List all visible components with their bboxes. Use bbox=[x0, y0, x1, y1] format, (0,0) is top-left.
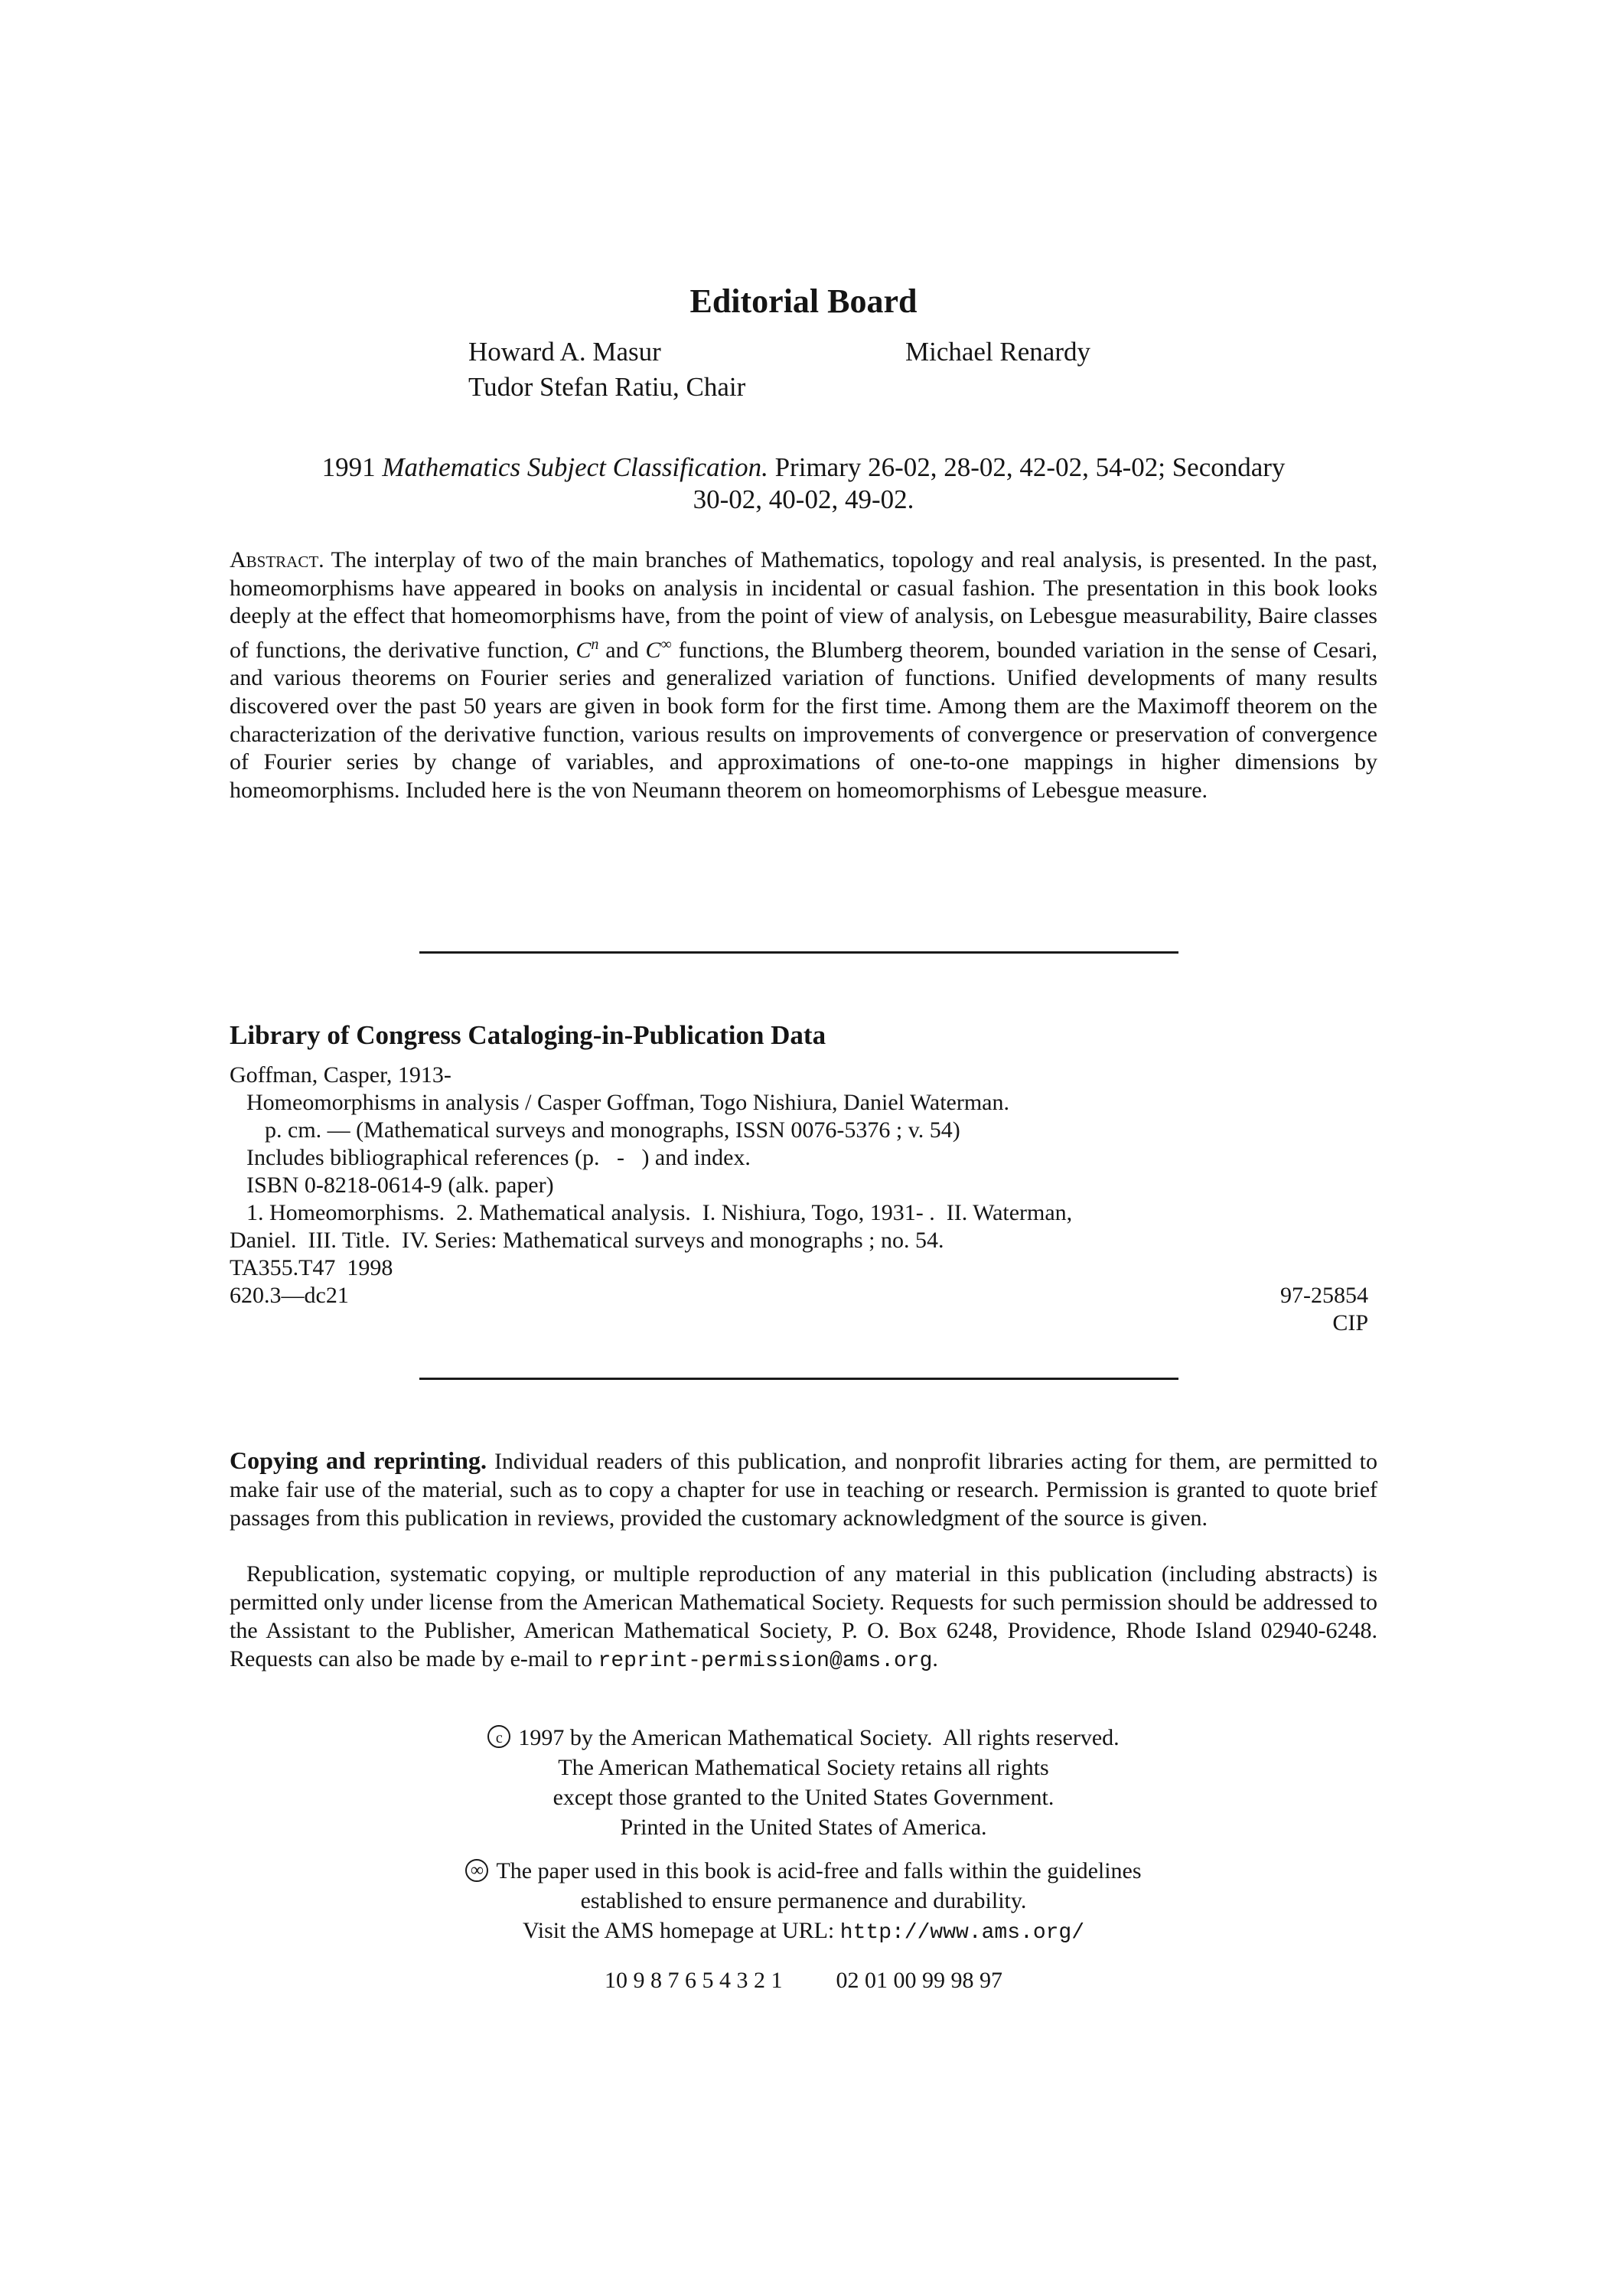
republication-paragraph bbox=[230, 1560, 1377, 1675]
copying-heading: Copying and reprinting. bbox=[230, 1446, 487, 1474]
homepage-line bbox=[0, 1918, 1607, 1945]
homepage-label: Visit the AMS homepage at URL: bbox=[522, 1918, 835, 1943]
math-sup-n: n bbox=[591, 635, 599, 653]
printing-numbers: 10 9 8 7 6 5 4 3 2 1 bbox=[605, 1968, 783, 1993]
msc-year: 1991 bbox=[321, 452, 376, 482]
abstract-text-continued: functions, the Blumberg theorem, bounded variation in the sense of Cesari, and various theorems on Fourier series and generalized variation of functions. Unified developments of many results discovered over the past 50 years are given in book form for the first time. Among them are the Maximoff theorem on the characterization of the derivative function, various results on improvements of convergence or preservation of convergence of Fourier series by change of variables, and approximations of one-to-one mappings in higher dimensions by homeomorphisms. Included here is the von Neumann theorem on homeomorphisms of Lebesgue measure. bbox=[230, 637, 1378, 803]
homepage-url[interactable]: http://www.ams.org/ bbox=[839, 1921, 1085, 1945]
cip-call-number: TA355.T47 1998 bbox=[230, 1255, 393, 1280]
divider bbox=[419, 1378, 1178, 1380]
editorial-board-title: Editorial Board bbox=[689, 282, 918, 320]
cip-line: p. cm. — (Mathematical surveys and monographs, ISSN 0076-5376 ; v. 54) bbox=[265, 1117, 960, 1143]
cip-lccn: 97-25854 bbox=[1280, 1283, 1368, 1308]
board-member: Michael Renardy bbox=[905, 337, 1090, 367]
abstract-and: and bbox=[605, 637, 639, 663]
msc-label: Mathematics Subject Classification. bbox=[382, 452, 768, 482]
abstract-text: The interplay of two of the main branches of Mathematics, topology and real analysis, is presented. In the past, homeomorphisms have appeared in books on analysis in incidental or casual fashion. The presentation in this book looks deeply at the effect that homeomorphisms have, from the point of view of analysis, on Lebesgue measurability, Baire classes of functions, the derivative function, bbox=[230, 547, 1377, 663]
cip-author: Goffman, Casper, 1913- bbox=[230, 1062, 451, 1088]
cip-subjects: 1. Homeomorphisms. 2. Mathematical analysis. I. Nishiura, Togo, 1931- . II. Waterman, bbox=[246, 1200, 1073, 1225]
cip-line: ISBN 0-8218-0614-9 (alk. paper) bbox=[246, 1172, 554, 1198]
math-c: C bbox=[575, 637, 592, 663]
copying-text: Individual readers of this publication, and nonprofit libraries acting for them, are permitted to make fair use of the material, such as to copy a chapter for use in teaching or research. Permission is granted to quote brief passages from this publication in reviews, provided the customary acknowledgment of the source is given. bbox=[230, 1449, 1378, 1531]
durability-line: established to ensure permanence and durability. bbox=[580, 1888, 1027, 1913]
copyright-icon: c bbox=[487, 1725, 510, 1748]
copying-paragraph bbox=[230, 1446, 1377, 1532]
cip-title: Library of Congress Cataloging-in-Publication Data bbox=[230, 1020, 826, 1050]
msc-secondary: 30-02, 40-02, 49-02. bbox=[693, 484, 914, 514]
printing-years: 02 01 00 99 98 97 bbox=[836, 1968, 1002, 1993]
cip-line: Homeomorphisms in analysis / Casper Goffman, Togo Nishiura, Daniel Waterman. bbox=[246, 1090, 1009, 1115]
copyright-line bbox=[0, 1725, 1607, 1751]
printed-line: Printed in the United States of America. bbox=[620, 1815, 987, 1840]
abstract-label: Abstract. bbox=[230, 547, 324, 572]
permission-email[interactable]: reprint-permission@ams.org bbox=[598, 1649, 933, 1673]
acid-free-line bbox=[0, 1858, 1607, 1884]
period: . bbox=[932, 1646, 938, 1671]
abstract bbox=[230, 546, 1377, 804]
cip-dewey: 620.3—dc21 bbox=[230, 1283, 349, 1308]
divider bbox=[419, 951, 1178, 954]
cip-subjects-continued: Daniel. III. Title. IV. Series: Mathematical surveys and monographs ; no. 54. bbox=[230, 1228, 944, 1253]
board-member: Howard A. Masur bbox=[468, 337, 661, 367]
rights-line: except those granted to the United States Government. bbox=[553, 1785, 1054, 1810]
cip-mark: CIP bbox=[1332, 1310, 1368, 1336]
math-c: C bbox=[645, 637, 661, 663]
republication-text: Republication, systematic copying, or multiple reproduction of any material in this publication (including abstracts) is permitted only under license from the American Mathematical Society. Requests for such permission should be addressed to the Assistant to the Publisher, American Mathematical Society, P. O. Box 6248, Providence, Rhode Island 02940-6248. Requests can also be made by e-mail to bbox=[230, 1561, 1377, 1671]
printing-line bbox=[0, 1968, 1607, 1994]
rights-line: The American Mathematical Society retains all rights bbox=[558, 1755, 1049, 1780]
math-sup-infinity: ∞ bbox=[660, 635, 672, 653]
msc-primary: Primary 26-02, 28-02, 42-02, 54-02; Secondary bbox=[774, 452, 1286, 482]
infinity-icon: ∞ bbox=[465, 1859, 488, 1882]
cip-line: Includes bibliographical references (p. - ) and index. bbox=[246, 1145, 751, 1170]
subject-classification bbox=[230, 452, 1377, 516]
board-member-chair: Tudor Stefan Ratiu, Chair bbox=[468, 372, 746, 402]
acid-free-text: The paper used in this book is acid-free and falls within the guidelines bbox=[496, 1858, 1142, 1883]
copyright-text: 1997 by the American Mathematical Society. All rights reserved. bbox=[518, 1725, 1120, 1750]
